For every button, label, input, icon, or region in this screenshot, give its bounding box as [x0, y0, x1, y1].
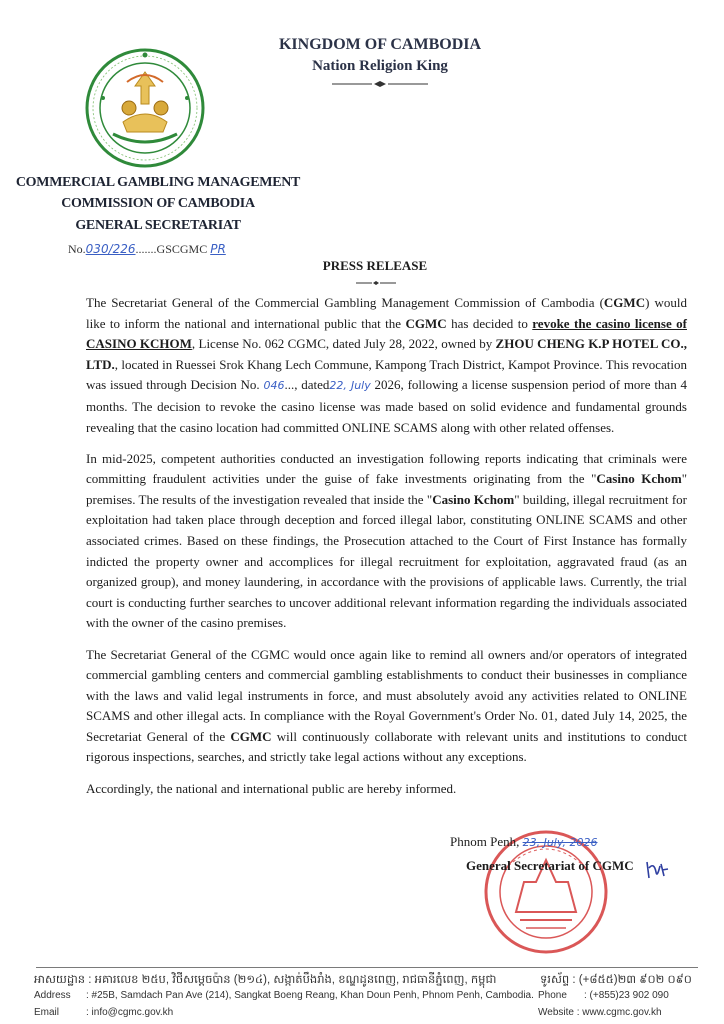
reference-number: No.030/226.......GSCGMC PR: [68, 242, 226, 256]
divider-ornament-icon: [330, 80, 430, 88]
footer-khmer-address: អាសយដ្ឋាន : អគារលេខ ២៥ប, វិថីសម្ដេចប៉ាន (២១៤), សង្កាត់បឹងរាំង, ខណ្ឌដូនពេញ, រាជធានីភ្នំពេញ, កម្ពុជា: [34, 974, 497, 986]
footer-email: Email : info@cgmc.gov.kh: [34, 1007, 174, 1018]
national-motto: Nation Religion King: [312, 58, 448, 74]
commission-seal-icon: [83, 46, 207, 170]
paragraph-2: In mid-2025, competent authorities conducted an investigation following reports indicating that criminals were committing fraudulent activities under the guise of fake investments originating from the "Casino Kchom" premises. The results of the investigation revealed that inside the "Casino Kchom" building, illegal recruitment for exploitation had taken place through deception and forced illegal labor, constituting ONLINE SCAMS and other associated crimes. Based on these findings, the Prosecution attached to the Court of First Instance has formally indicted the property owner and accomplices for illegal recruitment for exploitation, aggravated fraud (as an organized group), and money laundering, in accordance with the provisions of applicable laws. Currently, the trial court is conducting further searches to uncover additional relevant information regarding the individuals associated with the owner of the casino premises.: [86, 450, 687, 631]
organization-line-2: COMMISSION OF CAMBODIA: [61, 196, 255, 211]
paragraph-1: The Secretariat General of the Commercial Gambling Management Commission of Cambodia (CGMC) would like to inform the national and international public that the CGMC has decided to revoke the casino license of CASINO KCHOM, License No. 062 CGMC, dated July 28, 2022, owned by ZHOU CHENG K.P HOTEL CO., LTD., located in Ruessei Srok Khang Lech Commune, Kampong Trach District, Kampot Province. This revocation was issued through Decision No. 046..., dated22, July 2026, following a license suspension period of more than 4 months. The decision to revoke the casino license was made based on solid evidence and fundamental grounds revealing that the casino location had committed ONLINE SCAMS along with other related offenses.: [86, 295, 687, 435]
kingdom-heading: KINGDOM OF CAMBODIA: [278, 36, 482, 53]
footer-website: Website : www.cgmc.gov.kh: [538, 1007, 662, 1018]
footer-address: Address : #25B, Samdach Pan Ave (214), Sangkat Boeng Reang, Khan Doun Penh, Phnom Penh, Cambodia.: [34, 990, 534, 1001]
press-release-body: [86, 293, 687, 810]
organization-line-3: GENERAL SECRETARIAT: [75, 218, 241, 233]
footer-divider: [36, 967, 698, 968]
title-underline-icon: [355, 280, 397, 286]
footer-phone: Phone : (+855)23 902 090: [538, 990, 669, 1001]
press-release-title: PRESS RELEASE: [322, 258, 428, 273]
place-and-date: Phnom Penh, 23, July, 2026: [450, 834, 598, 849]
signatory-title: General Secretariat of CGMC: [466, 858, 634, 873]
paragraph-4: Accordingly, the national and international public are hereby informed.: [86, 780, 457, 796]
organization-line-1: COMMERCIAL GAMBLING MANAGEMENT: [15, 175, 301, 190]
handwritten-signature-icon: [644, 858, 670, 882]
footer-khmer-phone: ទូរស័ព្ទ : (+៨៥៥)២៣ ៩០២ ០៩០: [540, 974, 692, 986]
paragraph-3: The Secretariat General of the CGMC would once again like to remind all owners and/or operators of integrated commercial gambling centers and commercial gambling establishments to conduct their businesses in compliance with the laws and valid legal instruments in force, and must absolutely avoid any activities related to ONLINE SCAMS and other illegal acts. In compliance with the Royal Government's Order No. 01, dated July 14, 2025, the Secretariat General of the CGMC will continuously collaborate with relevant units and institutions to conduct rigorous inspections, searches, and strictly take legal actions without any exceptions.: [86, 646, 687, 765]
